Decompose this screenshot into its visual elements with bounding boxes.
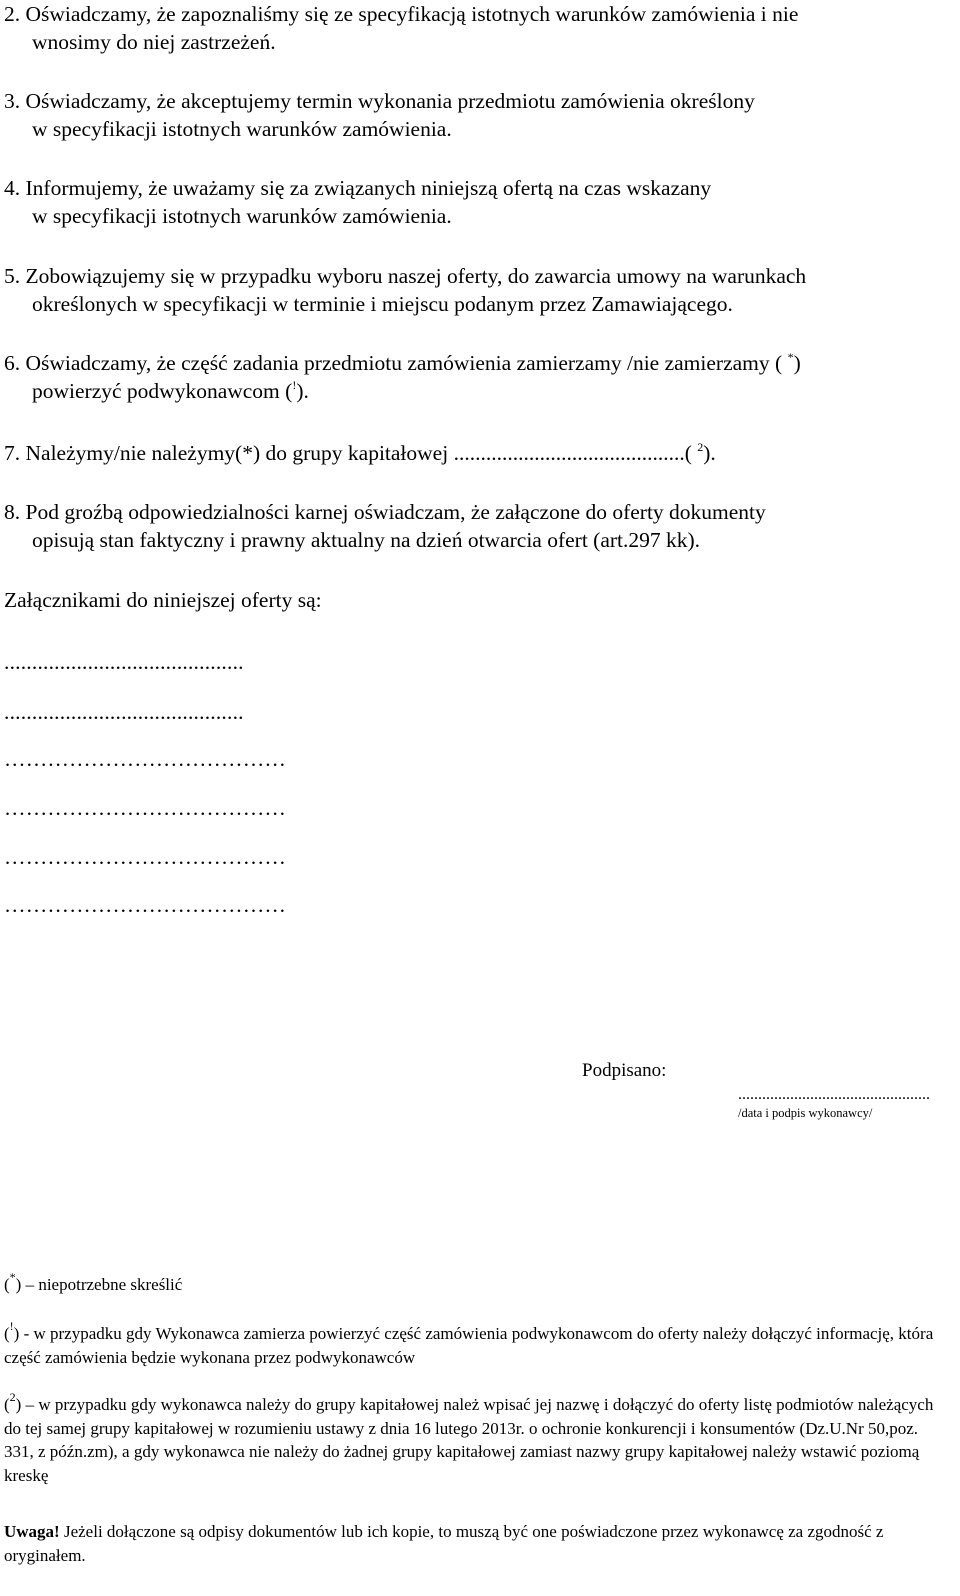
attachments-heading: Załącznikami do niniejszej oferty są: [4, 588, 322, 612]
signature-line: ................................................ [738, 1086, 930, 1103]
statement-text: 7. Należymy/nie należymy(*) do grupy kapitałowej ...........................................( [4, 441, 692, 465]
footnote-text: ) – niepotrzebne skreślić [15, 1275, 183, 1294]
statement-text-cont: określonych w specyfikacji w terminie i miejscu podanym przez Zamawiającego. [32, 292, 733, 316]
statement-text: 5. Zobowiązujemy się w przypadku wyboru naszej oferty, do zawarcia umowy na warunkach [4, 264, 807, 288]
statement-4 [4, 174, 944, 230]
warning-note [4, 1520, 949, 1567]
paren: ( [4, 1275, 10, 1294]
statement-text-cont: w specyfikacji istotnych warunków zamówienia. [32, 117, 452, 141]
statement-text: 4. Informujemy, że uważamy się za związanych niniejszą ofertą na czas wskazany [4, 176, 712, 200]
attachment-line: ………………………………… [4, 893, 287, 917]
statement-8 [4, 498, 944, 554]
statement-text-cont: w specyfikacji istotnych warunków zamówienia. [32, 204, 452, 228]
paren: ( [4, 1395, 10, 1414]
footnote-exclamation [4, 1319, 949, 1369]
statement-text: 6. Oświadczamy, że część zadania przedmiotu zamówienia zamierzamy /nie zamierzamy ( [4, 351, 783, 375]
attachment-line: ………………………………… [4, 747, 287, 771]
paren: ) [793, 351, 801, 375]
footnote-mark: ! [9, 1319, 14, 1333]
paren: ). [296, 379, 309, 403]
footnote-mark: 2 [9, 1390, 16, 1404]
statement-text: 8. Pod groźbą odpowiedzialności karnej oświadczam, że załączone do oferty dokumenty [4, 500, 766, 524]
warning-text: Jeżeli dołączone są odpisy dokumentów lub ich kopie, to muszą być one poświadczone przez wykonawcę za zgodność z oryginałem. [4, 1522, 884, 1565]
statement-text-cont: powierzyć podwykonawcom ( [32, 379, 293, 403]
attachment-line: ………………………………… [4, 845, 287, 869]
footnote-ref: 2 [697, 440, 704, 454]
statement-text-cont: wnosimy do niej zastrzeżeń. [32, 30, 276, 54]
footnote-ref: ! [292, 378, 297, 392]
signature-caption: /data i podpis wykonawcy/ [738, 1106, 873, 1120]
statement-text-cont: opisują stan faktyczny i prawny aktualny na dzień otwarcia ofert (art.297 kk). [32, 528, 701, 552]
footnote-mark: * [9, 1270, 16, 1284]
statement-text: 2. Oświadczamy, że zapoznaliśmy się ze specyfikacją istotnych warunków zamówienia i nie [4, 2, 799, 26]
footnote-ref: * [787, 350, 794, 364]
statement-text: 3. Oświadczamy, że akceptujemy termin wykonania przedmiotu zamówienia określony [4, 89, 755, 113]
statement-6 [4, 349, 944, 405]
statement-7 [4, 439, 944, 467]
statement-2 [4, 0, 944, 56]
attachment-line: ........................................... [4, 700, 244, 724]
footnote-text: ) – w przypadku gdy wykonawca należy do grupy kapitałowej należ wpisać jej nazwę i dołączyć do oferty listę podmiotów należących do tej samej grupy kapitałowej w rozumieniu ustawy z dnia 16 lutego 2013r. o ochronie konkurencji i konsumentów (Dz.U.Nr 50,poz. 331, z późn.zm), a gdy wykonawca nie należy do żadnej grupy kapitałowej zamiast nazwy grupy kapitałowej należy wstawić poziomą kreskę [4, 1395, 934, 1485]
paren: ( [4, 1324, 10, 1343]
signature-label: Podpisano: [582, 1060, 667, 1081]
paren: ). [703, 441, 716, 465]
statement-5 [4, 262, 944, 318]
footnote-text: ) - w przypadku gdy Wykonawca zamierza powierzyć część zamówienia podwykonawcom do oferty należy dołączyć informację, która część zamówienia będzie wykonana przez podwykonawców [4, 1324, 934, 1367]
footnote-2 [4, 1390, 949, 1487]
warning-label: Uwaga! [4, 1522, 60, 1541]
attachment-line: ........................................... [4, 650, 244, 674]
footnote-asterisk [4, 1270, 949, 1297]
statement-3 [4, 87, 944, 143]
attachment-line: ………………………………… [4, 796, 287, 820]
